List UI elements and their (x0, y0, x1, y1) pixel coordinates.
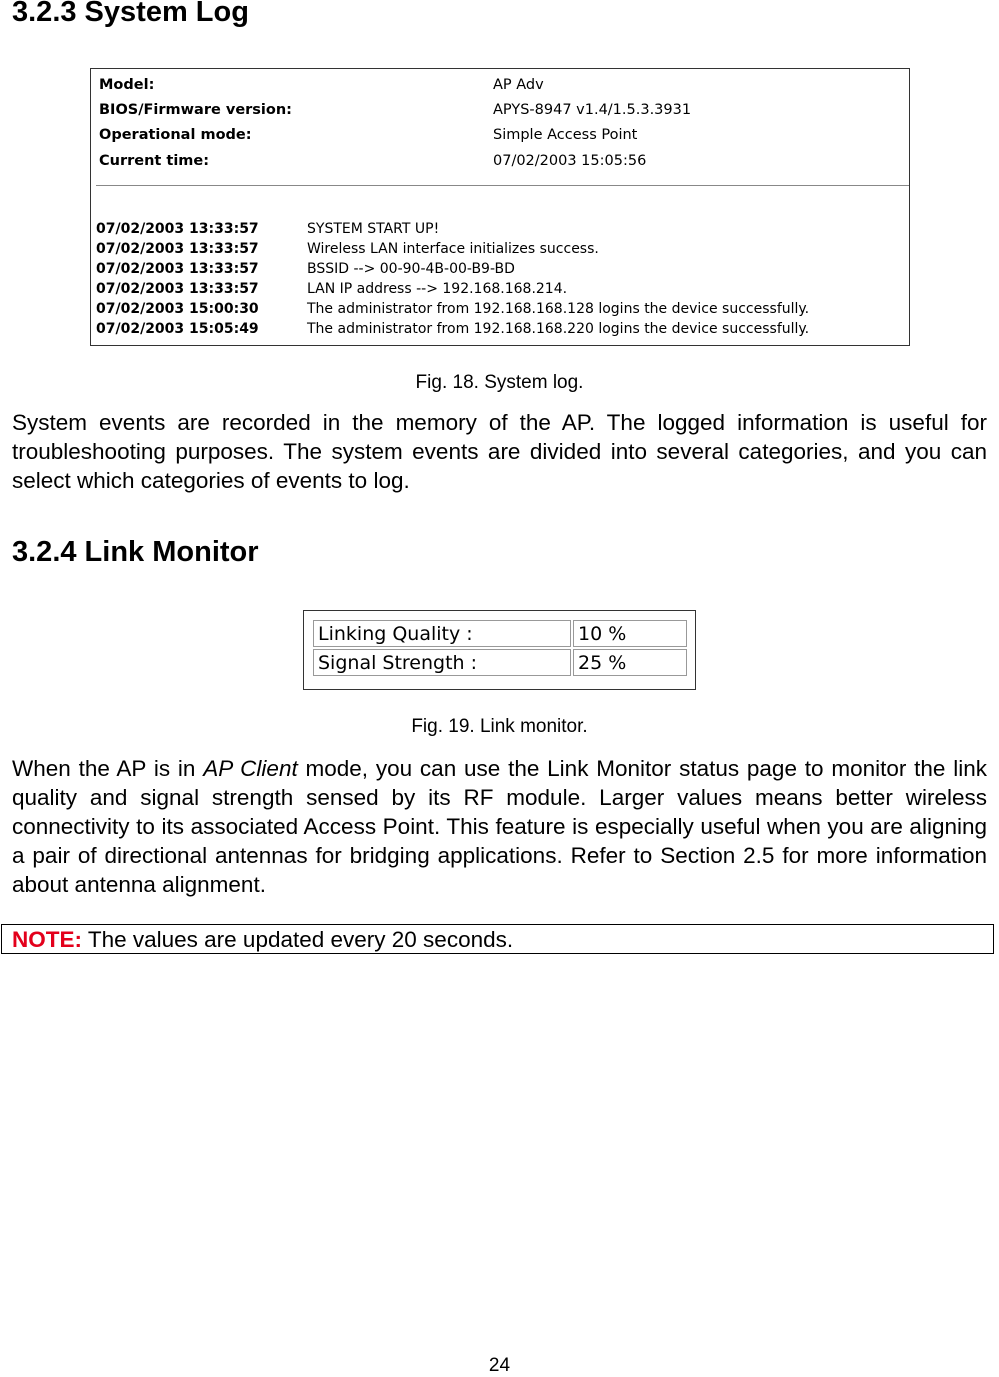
log-time: 07/02/2003 13:33:57 (96, 261, 259, 277)
log-time: 07/02/2003 13:33:57 (96, 281, 259, 297)
info-row (99, 102, 899, 124)
log-entry (96, 321, 906, 341)
log-message: Wireless LAN interface initializes success. (307, 241, 599, 257)
info-label: Operational mode: (99, 127, 252, 143)
table-row (313, 649, 687, 676)
log-message: The administrator from 192.168.168.128 logins the device successfully. (307, 301, 810, 317)
log-entry (96, 301, 906, 321)
info-value: Simple Access Point (493, 127, 638, 143)
note-label: NOTE: (12, 927, 82, 952)
link-quality-value: 10 % (573, 620, 687, 647)
page-number: 24 (488, 1355, 511, 1376)
info-label: Model: (99, 77, 155, 93)
log-time: 07/02/2003 13:33:57 (96, 241, 259, 257)
system-log-screenshot (90, 68, 910, 346)
log-time: 07/02/2003 15:05:49 (96, 321, 259, 337)
body-paragraph: System events are recorded in the memory of the AP. The logged information is useful for troubleshooting purposes. The system events are divided into several categories, and you can select which categories of events to log. (12, 410, 987, 493)
log-message: LAN IP address --> 192.168.168.214. (307, 281, 568, 297)
link-monitor-screenshot (303, 610, 696, 690)
section-heading-system-log: 3.2.3 System Log (12, 0, 249, 28)
info-row (99, 77, 899, 99)
log-message: The administrator from 192.168.168.220 logins the device successfully. (307, 321, 810, 337)
info-label: Current time: (99, 153, 210, 169)
note-text: The values are updated every 20 seconds. (82, 927, 514, 952)
para-text: mode, you can use the Link Monitor status page to monitor the link quality and signal strength sensed by its RF module. Larger values means better wireless connectivity to its associated Access Point. This feature is especially useful when you are aligning a pair of directional antennas for bridging applications. Refer to Section 2.5 for more information about antenna alignment. (12, 756, 987, 897)
info-value: APYS-8947 v1.4/1.5.3.3931 (493, 102, 692, 118)
para-text: When the AP is in (12, 756, 204, 781)
divider (96, 185, 909, 186)
table-row (313, 620, 687, 647)
log-message: SYSTEM START UP! (307, 221, 440, 237)
para-emphasis: AP Client (203, 756, 298, 781)
signal-strength-value: 25 % (573, 649, 687, 676)
log-entry (96, 241, 906, 261)
log-time: 07/02/2003 15:00:30 (96, 301, 259, 317)
log-entry (96, 261, 906, 281)
log-entry (96, 281, 906, 301)
body-paragraph (12, 754, 987, 899)
section-heading-link-monitor: 3.2.4 Link Monitor (12, 536, 259, 568)
info-label: BIOS/Firmware version: (99, 102, 292, 118)
figure-caption: Fig. 18. System log. (415, 372, 584, 393)
info-value: 07/02/2003 15:05:56 (493, 153, 647, 169)
log-time: 07/02/2003 13:33:57 (96, 221, 259, 237)
log-entry (96, 221, 906, 241)
note-box (1, 924, 994, 954)
info-row (99, 153, 899, 175)
log-message: BSSID --> 00-90-4B-00-B9-BD (307, 261, 515, 277)
signal-strength-label: Signal Strength : (313, 649, 571, 676)
info-value: AP Adv (493, 77, 544, 93)
figure-caption: Fig. 19. Link monitor. (411, 716, 588, 737)
link-monitor-table (311, 618, 689, 678)
info-row (99, 127, 899, 149)
link-quality-label: Linking Quality : (313, 620, 571, 647)
